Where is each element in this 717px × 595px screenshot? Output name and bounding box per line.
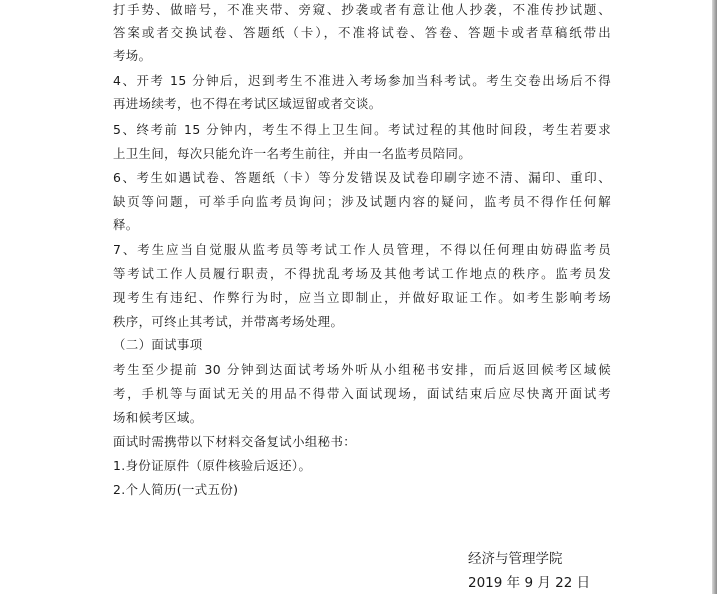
body-line: 打手势、做暗号，不准夹带、旁窥、抄袭或者有意让他人抄袭，不准传抄试题、 — [113, 2, 611, 17]
body-line: 上卫生间，每次只能允许一名考生前往，并由一名监考员陪同。 — [113, 146, 472, 161]
body-line: 5、终考前 15 分钟内，考生不得上卫生间。考试过程的其他时间段，考生若要求 — [113, 122, 611, 137]
page-edge-shadow — [712, 0, 717, 594]
list-item: 1.身份证原件（原件核验后返还）。 — [113, 458, 312, 473]
section-heading: （二）面试事项 — [113, 337, 203, 352]
body-line: 考生至少提前 30 分钟到达面试考场外听从小组秘书安排，而后返回候考区域候 — [113, 362, 611, 377]
body-line: 释。 — [113, 217, 139, 232]
body-line: 再进场续考，也不得在考试区域逗留或者交谈。 — [113, 96, 382, 111]
body-line: 秩序，可终止其考试，并带离考场处理。 — [113, 314, 344, 329]
body-line: 等考试工作人员履行职责，不得扰乱考场及其他考试工作地点的秩序。监考员发 — [113, 266, 611, 281]
body-line: 考，手机等与面试无关的用品不得带入面试现场，面试结束后应尽快离开面试考 — [113, 386, 611, 401]
body-line: 答案或者交换试卷、答题纸（卡），不准将试卷、答卷、答题卡或者草稿纸带出 — [113, 25, 611, 40]
signature-date: 2019 年 9 月 22 日 — [468, 575, 591, 591]
body-line: 6、考生如遇试卷、答题纸（卡）等分发错误及试卷印刷字迹不清、漏印、重印、 — [113, 170, 611, 185]
body-line: 面试时需携带以下材料交备复试小组秘书： — [113, 434, 357, 449]
signature-organization: 经济与管理学院 — [468, 551, 563, 567]
body-line: 缺页等问题，可举手向监考员询问；涉及试题内容的疑问，监考员不得作任何解 — [113, 194, 611, 209]
body-line: 考场。 — [113, 48, 152, 63]
body-line: 4、开考 15 分钟后，迟到考生不准进入考场参加当科考试。考生交卷出场后不得 — [113, 73, 611, 88]
body-line: 场和候考区域。 — [113, 410, 203, 425]
body-line: 7、考生应当自觉服从监考员等考试工作人员管理，不得以任何理由妨碍监考员 — [113, 242, 611, 257]
list-item: 2.个人简历(一式五份) — [113, 482, 239, 497]
body-line: 现考生有违纪、作弊行为时，应当立即制止，并做好取证工作。如考生影响考场 — [113, 290, 611, 305]
